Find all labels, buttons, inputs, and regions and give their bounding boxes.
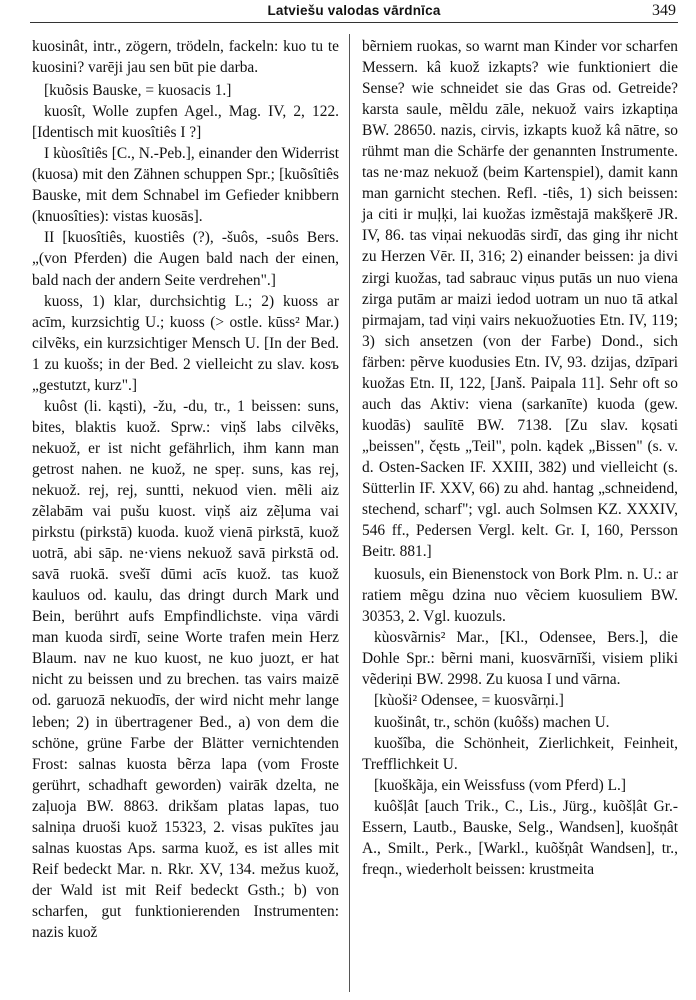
- right-column: [362, 36, 678, 880]
- entry-kuosvarnis: kùosvãrnis² Mar., [Kl., Odensee, Bers.], die Dohle Spr.: bẽrni mani, kuosvārnīši, visiem pliki vẽderiņi BW. 2998. Zu kuosa I und vārna.: [362, 629, 678, 689]
- entry-kuosinat: kuosinât, intr., zögern, trödeln, fackeln: kuo tu te kuosini? varēji jau sen būt pie darba.: [32, 38, 339, 77]
- page-number: 349: [652, 2, 676, 19]
- page-header: [30, 0, 678, 23]
- entry-kuost: kuôst (li. kąsti), -žu, -du, tr., 1 beissen: suns, bites, blaktis kuož. Sprw.: viņš labs cilvẽks, nekuož, er ist nicht gefährlich, ihm kann man getrost nahen. ne kuož, ne speŗ. suns, kas rej, nekuož. rej, rej, suntti, nekuod vien. mẽli aiz zẽlabām vai pušu kuost. viņš aiz zẽļuma vai pirkstu (pirkstā) kuoda. kuož vienā pirkstā, kuož uotrā, abi sāp. ne·viens nekuož savā pirkstā od. savā ruokā. svešī dūmi acīs kuož. tas kuož kauluos od. kaulu, das dringt durch Mark und Bein, berührt aufs Empfindlichste. viņa vārdi man kuoda sirdī, seine Worte trafen mein Herz Blaum. nav ne kuo kuost, ne kuo juozt, er hat nicht zu beissen und zu brechen. tas vairs maizē od. garuozā nekuodīs, der wird nicht mehr lange leben; 2) in übertragener Bed., a) von dem die schöne, grüne Farbe der Blätter vernichtenden Frost: salnas kuosta bẽrza lapa (vom Froste gerührt, schadhaft geworden) vairāk dzelta, ne zaļuoja BW. 8863. drikšam platas lapas, tuo salniņa druoši kuož 15323, 2. visas pukītes jau salnas kuostas Aps. sarma kuož, es ist alles mit Reif bedeckt Mar. n. Rkr. XV, 134. mežus kuož, der Wald ist mit Reif bedeckt Gsth.; b) von scharfen, gut funktionierenden Instrumenten: nazis kuož: [32, 397, 339, 941]
- entry-kuosiba: kuošîba, die Schönheit, Zierlichkeit, Feinheit, Trefflichkeit U.: [362, 734, 678, 773]
- entry-kuosinat-2: kuošinât, tr., schön (kuôšs) machen U.: [374, 713, 610, 731]
- entry-kuosuls: kuosuls, ein Bienenstock von Bork Plm. n. U.: ar ratiem mẽgu dzina nuo vẽciem kuosuliem BW. 30353, 2. Vgl. kuozuls.: [362, 566, 678, 626]
- column-divider: [349, 34, 350, 992]
- entry-kuoslat: kuôšļât [auch Trik., C., Lis., Jürg., kuõšļât Gr.-Essern, Lautb., Bauske, Selg., Wandsen], kuošņât A., Smilt., Perk., [Warkl., kuõšņât Wandsen], tr., freqn., wiederholt beissen: krustmeita: [362, 797, 678, 878]
- entry-kuoss: kuoss, 1) klar, durchsichtig L.; 2) kuoss ar acīm, kurzsichtig U.; kuoss (> ostle. kūss² Mar.) cilvẽks, ein kurzsichtiger Mensch U. [In der Bed. 1 zu kuošs; in der Bed. 2 vielleicht zu slav. kosъ „gestutzt, kurz".]: [32, 292, 339, 394]
- entry-kuosis: [kuõsis Bauske, = kuosacis 1.]: [44, 82, 232, 100]
- entry-kuosi: [kùoši² Odensee, = kuosvãrņi.]: [374, 692, 564, 710]
- left-column: [32, 36, 339, 943]
- entry-kuosit: kuosît, Wolle zupfen Agel., Mag. IV, 2, 122. [Identisch mit kuosîtiês I ?]: [32, 103, 339, 142]
- entry-kuosities-1: I kùosîtiês [C., N.-Peb.], einander den Widerrist (kuosa) mit den Zähnen schuppen Spr.; [kuõsîtiês Bauske, mit dem Schnabel im Gefieder knibbern (knuosîties): vistas kuosās].: [32, 145, 339, 226]
- running-title: Latviešu valodas vārdnīca: [267, 3, 441, 18]
- entry-kuosities-2: II [kuosîtiês, kuostiês (?), -šuôs, -suôs Bers. „(von Pferden) die Augen bald nach der einen, bald nach der andern Seite verdrehen".]: [32, 229, 339, 289]
- entry-kuost-continued: bẽrniem ruokas, so warnt man Kinder vor scharfen Messern. kâ kuož izkapts? wie funktioniert die Sense? wie schneidet sie das Gras od. Getreide? karsta saule, mẽldu zāle, nekuož vairs izkaptiņa BW. 28650. nazis, cirvis, izkapts kuož kâ nātre, so rühmt man die Schärfe der genannten Instrumente. tas ne·maz nekuož (beim Kartenspiel), damit kann man garnicht stechen. Refl. -tiês, 1) sich beissen: ja citi ir muļķi, lai kuožas izmẽstajā makšķerē JR. IV, 86. tas viņai nekuodās sirdī, das ging ihr nicht zu Herzen Vēr. II, 316; 2) einander beissen: ja divi zirgi kuožas, tad sabrauc viņus putās un nuo viena zirga putām ar maizi iedod uotram un nuo tā atkal pirmajam, tad viņi vairs nekuožuoties Etn. IV, 119; 3) sich ansetzen (von der Farbe) Dond., sich färben: pẽrve kuodusies Etn. IV, 93. dzijas, dzīpari kuožas Etn. II, 122, [Janš. Paipala 11]. Sehr oft so auch das Aktiv: viena (sarkanīte) kuoda (gew. kuodās) saulītē BW. 7138. [Zu slav. kǫsati „beissen", čęstь „Teil", poln. kądek „Bissen" (s. v. d. Osten-Sacken IF. XXIII, 382) und vielleicht (s. Sütterlin IF. XXV, 66) zu ahd. hantag „schneidend, stechend, scharf"; vgl. auch Solmsen KZ. XXXIV, 546 ff., Pedersen Vergl. kelt. Gr. I, 160, Persson Beitr. 881.]: [362, 38, 678, 561]
- entry-kuoskaja: [kuoškãja, ein Weissfuss (vom Pferd) L.]: [374, 776, 626, 794]
